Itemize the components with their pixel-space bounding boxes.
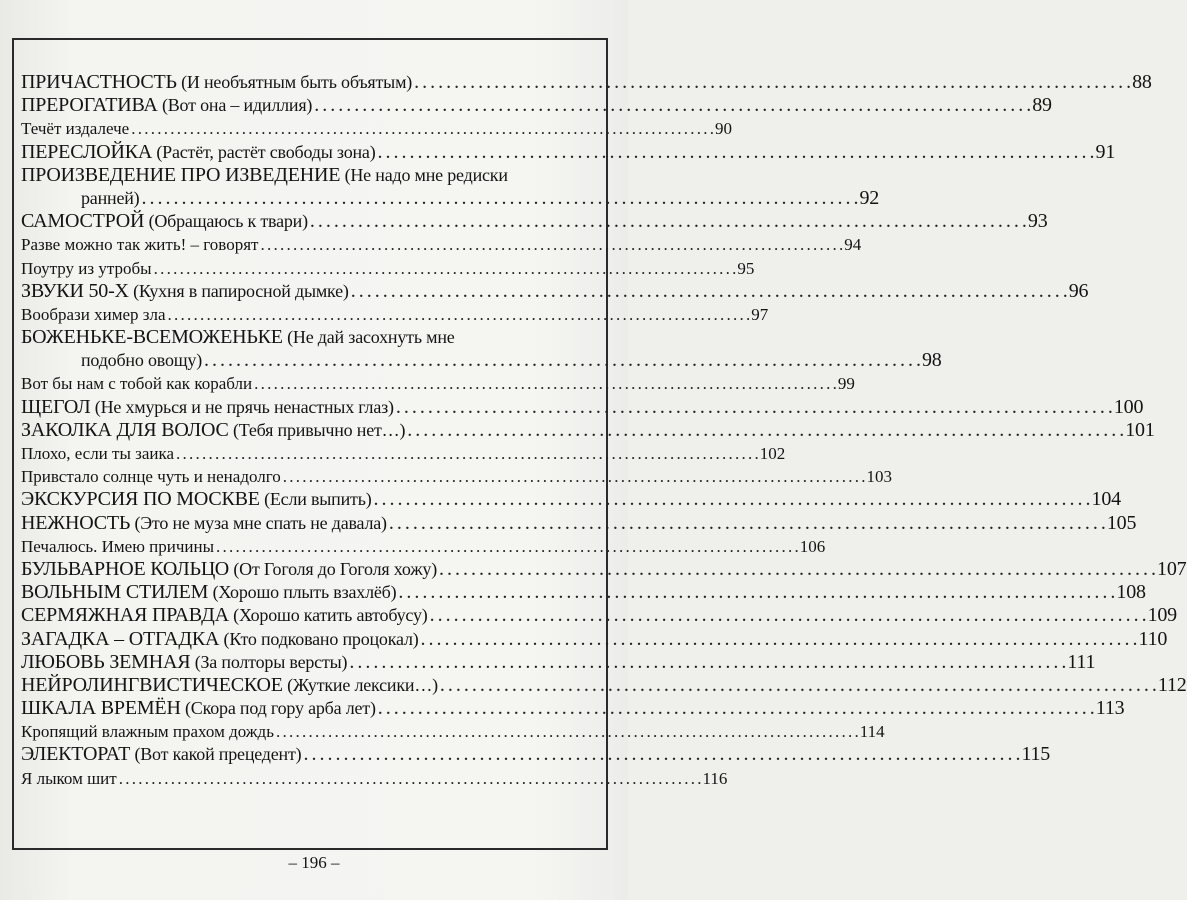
toc-entry	[21, 465, 893, 488]
toc-entry	[21, 163, 880, 210]
entry-title: Кропящий влажным прахом дождь	[21, 722, 274, 742]
dot-leader	[414, 71, 1130, 94]
entry-page-number: 89	[1032, 94, 1052, 117]
entry-page-number: 97	[751, 304, 769, 324]
dot-leader	[398, 581, 1114, 604]
dot-leader	[168, 303, 750, 326]
entry-page-number: 112	[1157, 673, 1187, 696]
toc-entry	[21, 326, 942, 372]
entry-page-number: 103	[866, 467, 893, 487]
entry-page-number: 106	[799, 536, 826, 556]
dot-leader	[303, 743, 1019, 766]
toc-entry	[21, 767, 728, 790]
toc-entry	[21, 581, 1146, 604]
toc-entry	[21, 418, 1155, 442]
dot-leader	[141, 187, 857, 210]
entry-page-number: 115	[1021, 743, 1051, 766]
dot-leader	[176, 442, 758, 465]
toc-entry	[21, 233, 862, 256]
entry-title: ПРИЧАСТНОСТЬ	[21, 71, 177, 93]
entry-page-number: 113	[1095, 697, 1125, 720]
entry-page-number: 101	[1125, 418, 1155, 441]
toc-entry	[21, 303, 769, 326]
entry-subtitle: (Вот она – идиллия)	[157, 95, 313, 116]
dot-leader	[310, 210, 1026, 233]
entry-page-number: 93	[1027, 210, 1048, 233]
entry-page-number: 96	[1068, 279, 1089, 302]
entry-page-number: 110	[1138, 627, 1168, 650]
dot-leader	[204, 349, 920, 372]
toc-entry	[21, 442, 786, 465]
dot-leader	[378, 141, 1094, 164]
entry-subtitle: (Обращаюсь к твари)	[144, 211, 308, 232]
dot-leader	[260, 233, 842, 256]
entry-page-number: 108	[1116, 581, 1146, 604]
toc-entry	[21, 488, 1121, 511]
entry-title: Разве можно так жить! – говорят	[21, 235, 259, 255]
entry-subtitle: (Хорошо плыть взахлёб)	[208, 582, 397, 603]
entry-title: БОЖЕНЬКЕ-ВСЕМОЖЕНЬКЕ	[21, 326, 283, 349]
entry-page-number: 116	[702, 768, 728, 788]
entry-subtitle: (Не хмурься и не прячь ненастных глаз)	[90, 396, 394, 417]
entry-subtitle: (За полторы версты)	[190, 651, 348, 672]
toc-entry	[21, 257, 755, 280]
entry-page-number: 92	[859, 186, 880, 209]
dot-leader	[374, 488, 1090, 511]
toc-entry	[21, 94, 1052, 117]
entry-page-number: 111	[1067, 650, 1096, 673]
toc-entry	[21, 71, 1152, 94]
entry-title: ПРЕРОГАТИВА	[21, 94, 158, 117]
entry-page-number: 104	[1091, 488, 1121, 511]
entry-title: ШКАЛА ВРЕМЁН	[21, 697, 181, 720]
entry-page-number: 99	[837, 374, 855, 394]
dot-leader	[119, 767, 701, 790]
entry-title: Я лыком шит	[21, 768, 117, 788]
dot-leader	[407, 419, 1123, 442]
toc-entry	[21, 697, 1125, 720]
entry-page-number: 109	[1147, 604, 1177, 627]
entry-title: Вот бы нам с тобой как корабли	[21, 374, 253, 394]
toc-entry	[21, 511, 1137, 535]
entry-subtitle: (Если выпить)	[259, 489, 372, 510]
entry-title: НЕЖНОСТЬ	[21, 511, 131, 534]
entry-subtitle: (Тебя привычно нет…)	[228, 419, 406, 440]
entry-title: Течёт издалече	[21, 119, 130, 139]
toc-entry	[21, 557, 1187, 581]
dot-leader	[378, 697, 1094, 720]
dot-leader	[440, 674, 1156, 697]
entry-page-number: 114	[859, 722, 885, 742]
entry-title: Поутру из утробы	[21, 258, 152, 278]
entry-title: ПЕРЕСЛОЙКА	[21, 140, 153, 163]
entry-title: Печалюсь. Имею причины	[21, 536, 215, 556]
entry-title: ПРОИЗВЕДЕНИЕ ПРО ИЗВЕДЕНИЕ	[21, 163, 341, 186]
entry-subtitle: (Вот какой прецедент)	[130, 744, 302, 765]
toc-entry	[21, 395, 1144, 419]
entry-title: ВОЛЬНЫМ СТИЛЕМ	[21, 581, 209, 604]
entry-title: ЭЛЕКТОРАТ	[21, 743, 131, 766]
toc-entry	[21, 210, 1048, 233]
toc-entry	[21, 140, 1116, 164]
dot-leader	[154, 257, 736, 280]
entry-subtitle: (Кто подковано процокал)	[219, 628, 419, 649]
table-of-contents	[21, 71, 1187, 790]
entry-title: ЗАГАДКА – ОТГАДКА	[21, 627, 220, 650]
toc-entry	[21, 743, 1051, 766]
entry-title: ЩЕГОЛ	[21, 395, 91, 418]
toc-entry	[21, 627, 1168, 651]
entry-page-number: 90	[714, 119, 732, 139]
entry-title: ЛЮБОВЬ ЗЕМНАЯ	[21, 650, 191, 673]
entry-title: Плохо, если ты заика	[21, 444, 175, 464]
entry-page-number: 100	[1113, 395, 1144, 418]
dot-leader	[439, 558, 1155, 581]
entry-page-number: 105	[1106, 511, 1137, 534]
dot-leader	[314, 94, 1030, 117]
entry-title: Вообрази химер зла	[21, 304, 166, 324]
dot-leader	[131, 117, 713, 140]
entry-subtitle: (Растёт, растёт свободы зона)	[152, 141, 376, 162]
entry-subtitle: (От Гоголя до Гоголя хожу)	[229, 558, 438, 579]
dot-leader	[421, 628, 1137, 651]
dot-leader	[430, 604, 1146, 627]
toc-entry	[21, 372, 855, 395]
entry-page-number: 88	[1132, 71, 1152, 93]
entry-page-number: 102	[759, 444, 786, 464]
entry-subtitle-continued: ранней)	[81, 187, 140, 208]
toc-entry	[21, 279, 1089, 303]
entry-subtitle: (Хорошо катить автобусу)	[228, 605, 428, 626]
entry-page-number: 107	[1157, 557, 1187, 580]
entry-page-number: 98	[922, 349, 942, 372]
entry-subtitle: (Скора под гору арба лет)	[180, 698, 376, 719]
entry-page-number: 94	[844, 235, 862, 255]
toc-entry	[21, 535, 826, 558]
entry-page-number: 91	[1095, 140, 1116, 163]
entry-page-number: 95	[737, 258, 755, 278]
entry-title: ЭКСКУРСИЯ ПО МОСКВЕ	[21, 488, 260, 511]
entry-title: СЕРМЯЖНАЯ ПРАВДА	[21, 604, 229, 627]
entry-title: Привстало солнце чуть и ненадолго	[21, 467, 281, 487]
toc-entry	[21, 720, 885, 743]
dot-leader	[276, 720, 858, 743]
dot-leader	[349, 651, 1065, 674]
dot-leader	[283, 465, 865, 488]
entry-subtitle: (Не надо мне редиски	[340, 164, 508, 185]
entry-title: ЗВУКИ 50-Х	[21, 279, 129, 302]
entry-title: ЗАКОЛКА ДЛЯ ВОЛОС	[21, 418, 229, 441]
toc-entry	[21, 604, 1177, 627]
entry-subtitle-continued: подобно овощу)	[81, 350, 202, 371]
entry-subtitle: (Это не муза мне спать не давала)	[130, 512, 387, 533]
entry-subtitle: (Не дай засохнуть мне	[282, 327, 455, 348]
entry-subtitle: (Кухня в папиросной дымке)	[128, 280, 349, 301]
dot-leader	[216, 535, 798, 558]
dot-leader	[254, 372, 836, 395]
dot-leader	[351, 280, 1067, 303]
toc-entry	[21, 650, 1096, 674]
entry-title: САМОСТРОЙ	[21, 210, 145, 233]
entry-title: НЕЙРОЛИНГВИСТИЧЕСКОЕ	[21, 673, 283, 696]
entry-title: БУЛЬВАРНОЕ КОЛЬЦО	[21, 557, 230, 580]
page-number-footer: – 196 –	[288, 853, 340, 872]
dot-leader	[396, 396, 1112, 419]
dot-leader	[389, 512, 1105, 535]
entry-subtitle: (И необъятным быть объятым)	[176, 72, 413, 92]
entry-subtitle: (Жуткие лексики…)	[282, 674, 438, 695]
toc-entry	[21, 117, 732, 140]
toc-entry	[21, 673, 1187, 697]
